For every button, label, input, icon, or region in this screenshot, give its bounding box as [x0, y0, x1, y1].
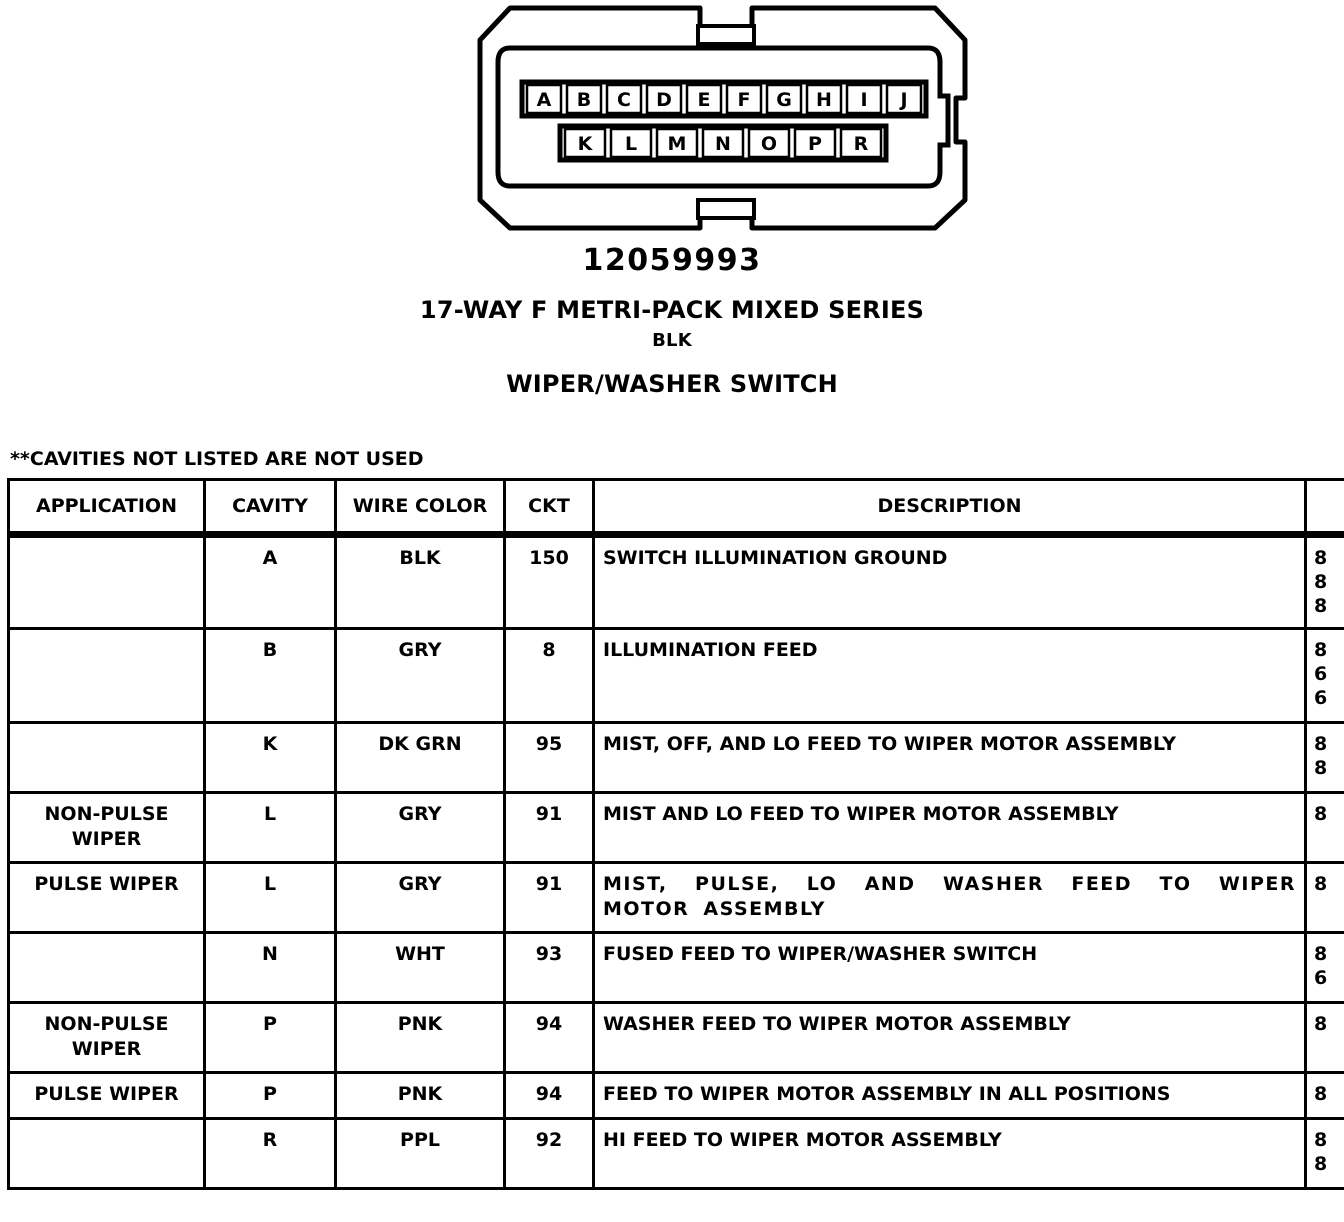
table-row — [9, 723, 1344, 793]
cavity-a-label: A — [536, 89, 552, 111]
cell-cavity: L — [205, 863, 336, 933]
table-row — [9, 1073, 1344, 1119]
component-name: WIPER/WASHER SWITCH — [506, 370, 838, 398]
truncated-digit: 8 — [1314, 733, 1328, 755]
cell-wire-color: PNK — [336, 1003, 505, 1073]
truncated-digit: 8 — [1314, 1013, 1328, 1035]
cell-truncated — [1306, 1119, 1344, 1189]
connector-diagram — [470, 0, 980, 235]
header-truncated-column — [1306, 480, 1344, 535]
cell-wire-color: WHT — [336, 933, 505, 1003]
cell-description: WASHER FEED TO WIPER MOTOR ASSEMBLY — [594, 1003, 1306, 1073]
cell-application: PULSE WIPER — [9, 1073, 205, 1119]
cell-truncated — [1306, 723, 1344, 793]
truncated-digit: 8 — [1314, 571, 1328, 593]
cell-ckt: 150 — [505, 535, 594, 629]
cell-description: MIST, OFF, AND LO FEED TO WIPER MOTOR ASSEMBLY — [594, 723, 1306, 793]
header-wire-color: WIRE COLOR — [336, 480, 505, 535]
cell-application: NON-PULSE WIPER — [9, 1003, 205, 1073]
table-row — [9, 1119, 1344, 1189]
cavity-r-label: R — [853, 133, 869, 155]
cell-application — [9, 933, 205, 1003]
truncated-digit: 8 — [1314, 757, 1328, 779]
cavity-j-label: J — [900, 89, 908, 111]
truncated-digit: 8 — [1314, 873, 1328, 895]
truncated-digit: 6 — [1314, 663, 1328, 685]
cell-cavity: A — [205, 535, 336, 629]
table-row — [9, 863, 1344, 933]
header-description: DESCRIPTION — [594, 480, 1306, 535]
cavity-m-label: M — [667, 133, 687, 155]
cavity-i-label: I — [860, 89, 868, 111]
truncated-digit: 8 — [1314, 1129, 1328, 1151]
table-row — [9, 535, 1344, 629]
cell-ckt: 93 — [505, 933, 594, 1003]
cell-truncated — [1306, 1003, 1344, 1073]
cavity-k-label: K — [577, 133, 593, 155]
cell-description: SWITCH ILLUMINATION GROUND — [594, 535, 1306, 629]
cell-description: HI FEED TO WIPER MOTOR ASSEMBLY — [594, 1119, 1306, 1189]
table-row — [9, 793, 1344, 863]
cell-application — [9, 723, 205, 793]
cell-truncated — [1306, 863, 1344, 933]
header-ckt: CKT — [505, 480, 594, 535]
cavity-p-label: P — [808, 133, 822, 155]
truncated-digit: 8 — [1314, 943, 1328, 965]
truncated-digit: 8 — [1314, 547, 1328, 569]
cell-wire-color: PNK — [336, 1073, 505, 1119]
cell-truncated — [1306, 933, 1344, 1003]
cell-cavity: B — [205, 629, 336, 723]
cell-description: MIST AND LO FEED TO WIPER MOTOR ASSEMBLY — [594, 793, 1306, 863]
table-row — [9, 933, 1344, 1003]
cell-application: PULSE WIPER — [9, 863, 205, 933]
cell-wire-color: PPL — [336, 1119, 505, 1189]
cell-cavity: L — [205, 793, 336, 863]
truncated-digit: 8 — [1314, 595, 1328, 617]
header-cavity: CAVITY — [205, 480, 336, 535]
connector-latch-top — [698, 26, 754, 44]
cavity-c-label: C — [617, 89, 631, 111]
table-row — [9, 1003, 1344, 1073]
truncated-digit: 8 — [1314, 1153, 1328, 1175]
truncated-digit: 8 — [1314, 639, 1328, 661]
part-number: 12059993 — [582, 243, 762, 278]
truncated-digit: 6 — [1314, 687, 1328, 709]
cell-wire-color: GRY — [336, 793, 505, 863]
cell-application — [9, 535, 205, 629]
cell-ckt: 91 — [505, 863, 594, 933]
cell-application — [9, 629, 205, 723]
cell-ckt: 95 — [505, 723, 594, 793]
header-application: APPLICATION — [9, 480, 205, 535]
cell-application: NON-PULSE WIPER — [9, 793, 205, 863]
cell-description: ILLUMINATION FEED — [594, 629, 1306, 723]
cell-wire-color: BLK — [336, 535, 505, 629]
unused-cavities-note: **CAVITIES NOT LISTED ARE NOT USED — [10, 448, 424, 470]
cell-description: FEED TO WIPER MOTOR ASSEMBLY IN ALL POSITIONS — [594, 1073, 1306, 1119]
cell-wire-color: GRY — [336, 863, 505, 933]
cell-cavity: R — [205, 1119, 336, 1189]
cell-ckt: 94 — [505, 1003, 594, 1073]
truncated-digit: 8 — [1314, 1083, 1328, 1105]
pinout-table — [7, 478, 1344, 1190]
truncated-digit: 8 — [1314, 803, 1328, 825]
cell-cavity: P — [205, 1073, 336, 1119]
cell-cavity: P — [205, 1003, 336, 1073]
cavity-d-label: D — [656, 89, 672, 111]
cell-truncated — [1306, 535, 1344, 629]
cell-truncated — [1306, 1073, 1344, 1119]
table-row — [9, 629, 1344, 723]
connector-color: BLK — [652, 330, 692, 351]
cavity-n-label: N — [715, 133, 731, 155]
cavity-h-label: H — [816, 89, 832, 111]
truncated-digit: 6 — [1314, 967, 1328, 989]
cell-truncated — [1306, 629, 1344, 723]
cell-description: FUSED FEED TO WIPER/WASHER SWITCH — [594, 933, 1306, 1003]
cavity-g-label: G — [776, 89, 792, 111]
cell-cavity: K — [205, 723, 336, 793]
cell-ckt: 92 — [505, 1119, 594, 1189]
cavity-f-label: F — [737, 89, 751, 111]
connector-series: 17-WAY F METRI-PACK MIXED SERIES — [419, 296, 925, 324]
cavity-l-label: L — [624, 133, 638, 155]
cell-ckt: 94 — [505, 1073, 594, 1119]
cavity-e-label: E — [697, 89, 711, 111]
cell-cavity: N — [205, 933, 336, 1003]
cell-ckt: 91 — [505, 793, 594, 863]
connector-latch-bottom — [698, 200, 754, 218]
cell-application — [9, 1119, 205, 1189]
cell-ckt: 8 — [505, 629, 594, 723]
cell-description: MIST, PULSE, LO AND WASHER FEED TO WIPER MOTOR ASSEMBLY — [594, 863, 1306, 933]
cavity-o-label: O — [760, 133, 778, 155]
table-header-row — [9, 480, 1344, 535]
cell-wire-color: DK GRN — [336, 723, 505, 793]
cell-truncated — [1306, 793, 1344, 863]
cavity-b-label: B — [576, 89, 592, 111]
cell-wire-color: GRY — [336, 629, 505, 723]
